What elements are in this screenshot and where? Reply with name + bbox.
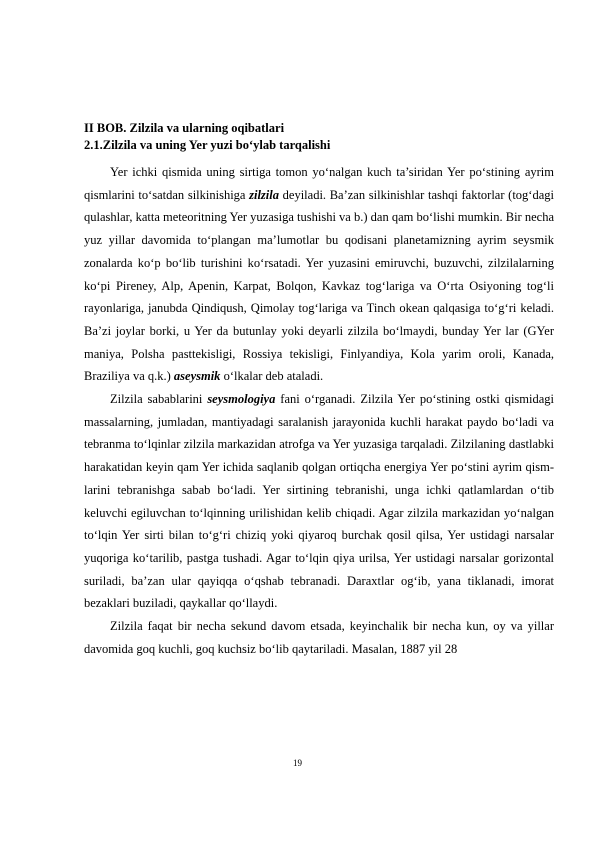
term-seysmologiya: seysmologiya [207, 392, 276, 407]
paragraph-text: o‘lkalar deb ataladi. [220, 369, 324, 384]
paragraph-text: fani o‘rganadi. Zilzila Yer po‘stining ostki qismidagi massalarning, jumladan, mantiyadagi saralanish jarayonida kuchli harakat paydo bo‘ladi va tebranma to‘lqinlar zilzila markazidan atrofga va Yer yuzasiga tarqaladi. Zilzilaning dastlabki harakatidan keyin qam Yer ichida saqlanib qolgan ortiqcha energiya Yer po‘stini ayrim qism-larini tebranishga sabab bo‘ladi. Yer sirtining tebranishi, unga ichki qatlamlardan o‘tib keluvchi egiluvchan to‘lqinning urilishidan kelib chiqadi. Agar zilzila markazidan yo‘nalgan to‘lqin Yer sirti bilan to‘g‘ri chiziq yoki qiyaroq burchak qosil qilsa, Yer ustidagi narsalar yuqoriga ko‘tarilib, pastga tushadi. Agar to‘lqin qiya urilsa, Yer ustidagi narsalar gorizontal suriladi, ba’zan ular qayiqqa o‘qshab tebranadi. Daraxtlar og‘ib, yana tiklanadi, imorat bezaklari buziladi, qaykallar qo‘llaydi. [84, 392, 554, 611]
section-title: 2.1.Zilzila va uning Yer yuzi bo‘ylab tarqalishi [84, 138, 331, 152]
paragraph-text: deyiladi. Ba’zan silkinishlar tashqi faktorlar (tog‘dagi qulashlar, katta meteoritning Yer yuzasiga tushishi va b.) dan qam bo‘lishi mumkin. Bir necha yuz yillar davomida to‘plangan ma’lumotlar bu qodisani planetamizning ayrim seysmik zonalarda ko‘p bo‘lib turishini ko‘rsatadi. Yer yuzasini emiruvchi, buzuvchi, zilzilalarning ko‘pi Pireney, Alp, Apenin, Karpat, Bolqon, Kavkaz tog‘lariga va O‘rta Osiyoning tog‘li rayonlariga, janubda Qindiqush, Qimolay tog‘lariga va Tinch okean qalqasiga to‘g‘ri keladi. Ba’zi joylar borki, u Yer da butunlay yoki deyarli zilzila bo‘lmaydi, bunday Yer lar (GYer maniya, Polsha pasttekisligi, Rossiya tekisligi, Finlyandiya, Kola yarim oroli, Kanada, Braziliya va q.k.) [84, 187, 554, 384]
body-text [84, 161, 554, 660]
paragraph [84, 615, 554, 660]
term-aseysmik: aseysmik [173, 369, 221, 384]
paragraph-text: Yer ichki qismida uning sirtiga tomon yo‘nalgan kuch ta’siridan Yer po‘stining ayrim qismlarini to‘satdan silkinishiga [84, 165, 554, 202]
term-zilzila: zilzila [249, 187, 279, 202]
page-number: 19 [293, 758, 302, 768]
paragraph-text: Zilzila faqat bir necha sekund davom etsada, keyinchalik bir necha kun, oy va yillar davomida goq kuchli, goq kuchsiz bo‘lib qaytariladi. Masalan, 1887 yil 28 [84, 619, 554, 656]
paragraph-text: Zilzila sabablarini [110, 392, 208, 407]
paragraph [84, 161, 554, 388]
chapter-title: II BOB. Zilzila va ularning oqibatlari [84, 121, 285, 135]
paragraph [84, 388, 554, 615]
